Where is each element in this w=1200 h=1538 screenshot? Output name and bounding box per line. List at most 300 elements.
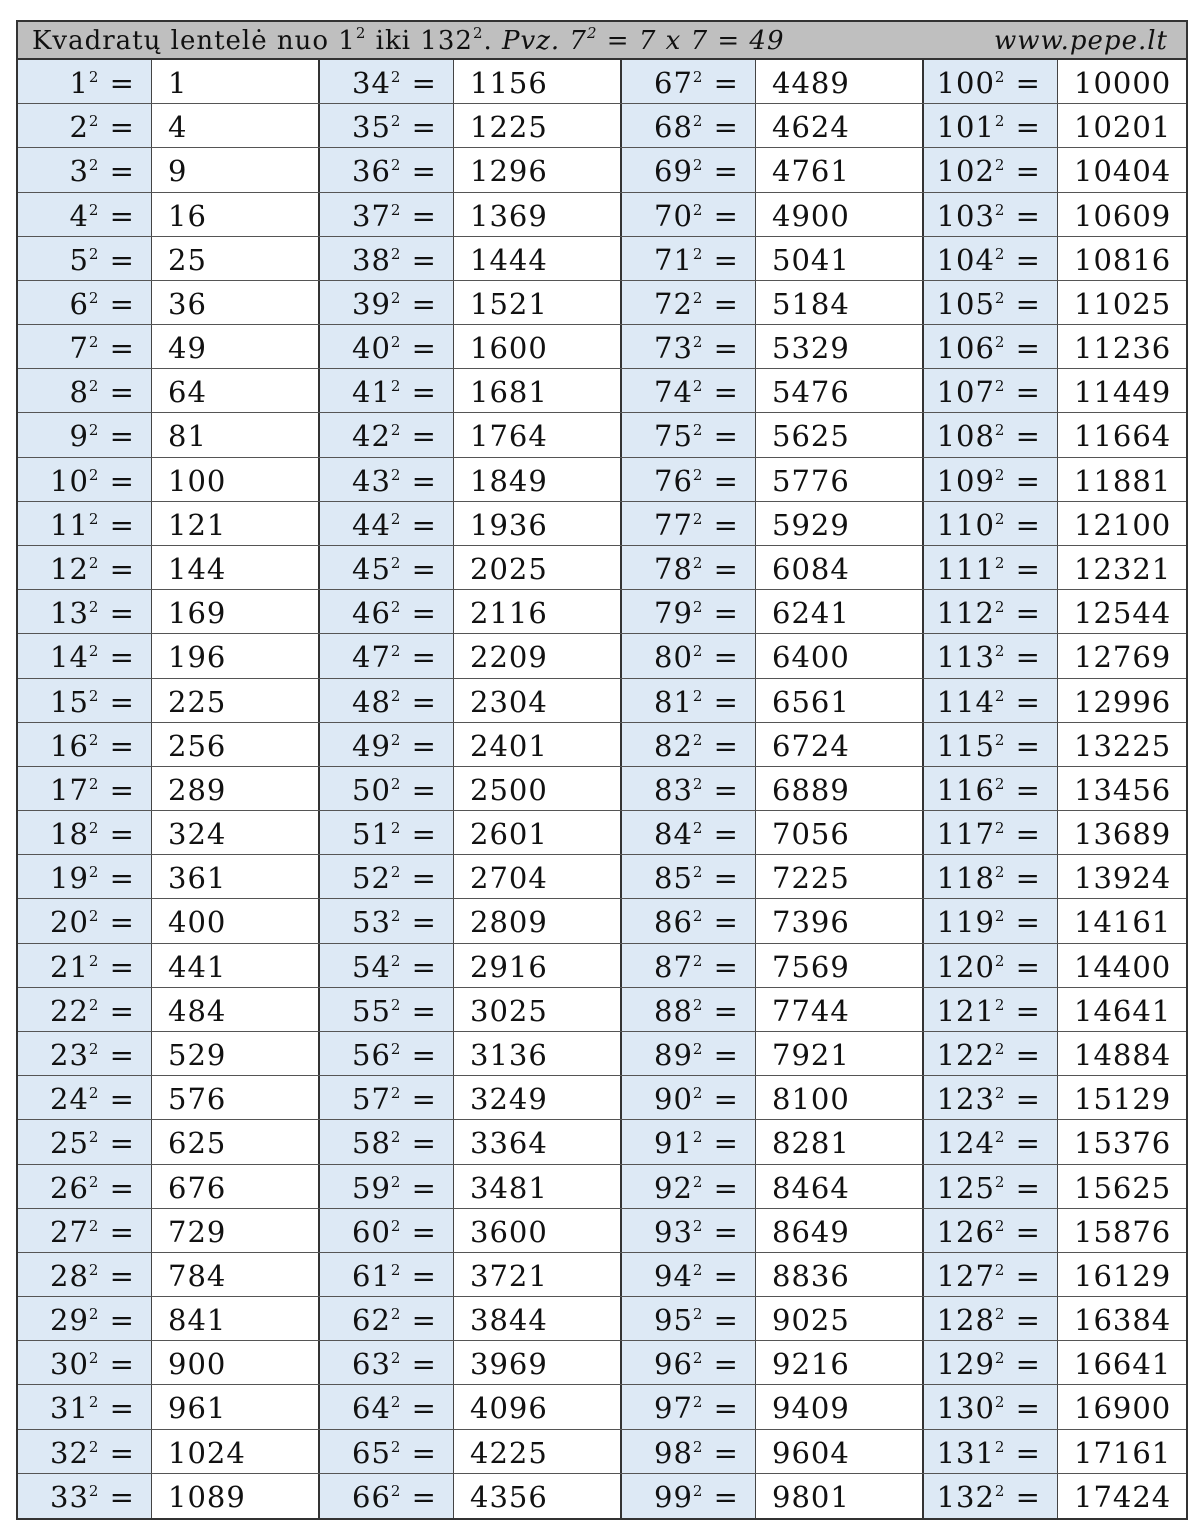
- table-row: [18, 1430, 1186, 1474]
- square-value: 12544: [1074, 596, 1172, 631]
- square-label: $15^2$ =: [18, 679, 152, 722]
- square-value: 9025: [756, 1297, 924, 1340]
- table-row: [18, 546, 1186, 590]
- square-value: 5476: [756, 369, 924, 412]
- square-value: 9: [152, 148, 320, 191]
- square-label: $41^2$ =: [320, 369, 454, 412]
- square-label: $85^2$ =: [622, 855, 756, 898]
- square-value: 10000: [1074, 66, 1172, 100]
- square-label: $97^2$ =: [622, 1385, 756, 1428]
- square-value: 256: [152, 723, 320, 766]
- square-label: $88^2$ =: [622, 988, 756, 1031]
- square-label: $131^2$ =: [924, 1430, 1058, 1473]
- table-row: [18, 855, 1186, 899]
- square-label: $64^2$ =: [320, 1385, 454, 1428]
- square-label: $28^2$ =: [18, 1253, 152, 1296]
- square-value: 11664: [1074, 419, 1172, 454]
- square-label: $23^2$ =: [18, 1032, 152, 1075]
- square-label: $12^2$ =: [18, 546, 152, 589]
- square-label: $69^2$ =: [622, 148, 756, 191]
- table-row: [18, 590, 1186, 634]
- square-label: $127^2$ =: [924, 1253, 1058, 1296]
- square-label: $55^2$ =: [320, 988, 454, 1031]
- squares-grid: [18, 60, 1186, 1518]
- square-value: 289: [152, 767, 320, 810]
- square-value: 7744: [756, 988, 924, 1031]
- square-label: $118^2$ =: [924, 855, 1058, 898]
- square-value: 784: [152, 1253, 320, 1296]
- square-label: $33^2$ =: [18, 1474, 152, 1518]
- square-value: 4225: [454, 1430, 622, 1473]
- square-value: 8281: [756, 1120, 924, 1163]
- square-value: 529: [152, 1032, 320, 1075]
- square-label: $53^2$ =: [320, 899, 454, 942]
- square-value: 6400: [756, 634, 924, 677]
- table-row: [18, 502, 1186, 546]
- square-value: 100: [152, 458, 320, 501]
- square-label: $100^2$ =: [924, 60, 1058, 103]
- table-row: [18, 1032, 1186, 1076]
- square-value: 900: [152, 1341, 320, 1384]
- square-label: $125^2$ =: [924, 1165, 1058, 1208]
- square-value: 3481: [454, 1165, 622, 1208]
- table-row: [18, 1297, 1186, 1341]
- square-value: 4096: [454, 1385, 622, 1428]
- square-value: 1600: [454, 325, 622, 368]
- square-value: 64: [152, 369, 320, 412]
- square-label: $78^2$ =: [622, 546, 756, 589]
- square-label: $112^2$ =: [924, 590, 1058, 633]
- square-value: 2116: [454, 590, 622, 633]
- square-value: 3721: [454, 1253, 622, 1296]
- square-value: 17424: [1074, 1479, 1172, 1514]
- square-label: $110^2$ =: [924, 502, 1058, 545]
- square-label: $74^2$ =: [622, 369, 756, 412]
- square-value: 16129: [1074, 1258, 1172, 1293]
- square-label: $95^2$ =: [622, 1297, 756, 1340]
- square-label: $16^2$ =: [18, 723, 152, 766]
- square-value: 196: [152, 634, 320, 677]
- square-label: $119^2$ =: [924, 899, 1058, 942]
- square-label: $94^2$ =: [622, 1253, 756, 1296]
- square-label: $77^2$ =: [622, 502, 756, 545]
- square-value: 2304: [454, 679, 622, 722]
- square-label: $31^2$ =: [18, 1385, 152, 1428]
- square-label: $46^2$ =: [320, 590, 454, 633]
- square-label: $93^2$ =: [622, 1209, 756, 1252]
- square-label: $48^2$ =: [320, 679, 454, 722]
- square-value: 169: [152, 590, 320, 633]
- square-label: $104^2$ =: [924, 237, 1058, 280]
- square-label: $130^2$ =: [924, 1385, 1058, 1428]
- square-label: $63^2$ =: [320, 1341, 454, 1384]
- square-label: $6^2$ =: [18, 281, 152, 324]
- square-value: 14884: [1074, 1038, 1172, 1072]
- square-value: 9409: [756, 1385, 924, 1428]
- square-label: $90^2$ =: [622, 1076, 756, 1119]
- square-label: $61^2$ =: [320, 1253, 454, 1296]
- square-label: $4^2$ =: [18, 193, 152, 236]
- square-value: 5929: [756, 502, 924, 545]
- square-value: 1296: [454, 148, 622, 191]
- square-value: 1024: [152, 1430, 320, 1473]
- square-label: $86^2$ =: [622, 899, 756, 942]
- square-value: 16641: [1074, 1347, 1172, 1382]
- square-label: $27^2$ =: [18, 1209, 152, 1252]
- square-value: 9801: [756, 1474, 924, 1518]
- square-value: 1: [152, 60, 320, 103]
- square-label: $60^2$ =: [320, 1209, 454, 1252]
- square-value: 676: [152, 1165, 320, 1208]
- square-value: 11025: [1074, 286, 1172, 321]
- square-value: 5625: [756, 413, 924, 456]
- square-label: $3^2$ =: [18, 148, 152, 191]
- square-label: $62^2$ =: [320, 1297, 454, 1340]
- square-label: $8^2$ =: [18, 369, 152, 412]
- square-value: 2500: [454, 767, 622, 810]
- square-value: 12321: [1074, 552, 1172, 586]
- square-value: 1444: [454, 237, 622, 280]
- square-value: 16900: [1074, 1391, 1172, 1426]
- square-value: 1849: [454, 458, 622, 501]
- square-label: $56^2$ =: [320, 1032, 454, 1075]
- square-label: $107^2$ =: [924, 369, 1058, 412]
- square-value: 625: [152, 1120, 320, 1163]
- square-label: $102^2$ =: [924, 148, 1058, 191]
- square-value: 2209: [454, 634, 622, 677]
- square-value: 4: [152, 104, 320, 147]
- square-value: 15625: [1074, 1170, 1172, 1205]
- square-label: $121^2$ =: [924, 988, 1058, 1031]
- squares-table-sheet: [16, 20, 1188, 1520]
- square-value: 400: [152, 899, 320, 942]
- square-label: $68^2$ =: [622, 104, 756, 147]
- table-row: [18, 458, 1186, 502]
- table-row: [18, 325, 1186, 369]
- square-label: $59^2$ =: [320, 1165, 454, 1208]
- square-value: 5776: [756, 458, 924, 501]
- square-value: 11449: [1074, 375, 1172, 410]
- square-label: $19^2$ =: [18, 855, 152, 898]
- square-value: 361: [152, 855, 320, 898]
- square-label: $98^2$ =: [622, 1430, 756, 1473]
- square-value: 4489: [756, 60, 924, 103]
- square-label: $83^2$ =: [622, 767, 756, 810]
- square-label: $10^2$ =: [18, 458, 152, 501]
- square-value: 7569: [756, 944, 924, 987]
- square-label: $73^2$ =: [622, 325, 756, 368]
- square-value: 13689: [1074, 817, 1172, 852]
- table-row: [18, 944, 1186, 988]
- square-label: $126^2$ =: [924, 1209, 1058, 1252]
- square-value: 2704: [454, 855, 622, 898]
- table-row: [18, 148, 1186, 192]
- square-value: 10609: [1074, 198, 1172, 233]
- table-row: [18, 281, 1186, 325]
- square-label: $14^2$ =: [18, 634, 152, 677]
- square-value: 6084: [756, 546, 924, 589]
- square-value: 5329: [756, 325, 924, 368]
- square-label: $84^2$ =: [622, 811, 756, 854]
- square-label: $66^2$ =: [320, 1474, 454, 1518]
- square-value: 16384: [1074, 1303, 1172, 1338]
- square-label: $49^2$ =: [320, 723, 454, 766]
- table-row: [18, 811, 1186, 855]
- square-value: 7056: [756, 811, 924, 854]
- square-label: $128^2$ =: [924, 1297, 1058, 1340]
- square-value: 9216: [756, 1341, 924, 1384]
- square-value: 961: [152, 1385, 320, 1428]
- square-value: 3025: [454, 988, 622, 1031]
- square-label: $87^2$ =: [622, 944, 756, 987]
- square-value: 3969: [454, 1341, 622, 1384]
- square-value: 1369: [454, 193, 622, 236]
- square-value: 12996: [1074, 684, 1172, 719]
- square-value: 7225: [756, 855, 924, 898]
- square-value: 2916: [454, 944, 622, 987]
- square-label: $2^2$ =: [18, 104, 152, 147]
- table-row: [18, 1120, 1186, 1164]
- square-value: 841: [152, 1297, 320, 1340]
- square-value: 15129: [1074, 1082, 1172, 1117]
- square-value: 5041: [756, 237, 924, 280]
- table-row: [18, 679, 1186, 723]
- square-label: $24^2$ =: [18, 1076, 152, 1119]
- square-value: 13924: [1074, 861, 1172, 896]
- square-label: $38^2$ =: [320, 237, 454, 280]
- table-row: [18, 369, 1186, 413]
- square-label: $20^2$ =: [18, 899, 152, 942]
- table-row: [18, 1385, 1186, 1429]
- example-formula: Pvz. $7^2 = 7$ x 7 = 49: [502, 24, 785, 56]
- table-row: [18, 193, 1186, 237]
- square-value: 11881: [1074, 463, 1172, 498]
- table-row: [18, 767, 1186, 811]
- square-value: 12769: [1074, 640, 1172, 675]
- square-value: 4900: [756, 193, 924, 236]
- square-value: 10404: [1074, 154, 1172, 189]
- square-label: $113^2$ =: [924, 634, 1058, 677]
- square-value: 6724: [756, 723, 924, 766]
- table-row: [18, 988, 1186, 1032]
- square-value: 49: [152, 325, 320, 368]
- square-value: 11236: [1074, 331, 1172, 366]
- square-value: 4624: [756, 104, 924, 147]
- square-value: 1156: [454, 60, 622, 103]
- square-value: 4761: [756, 148, 924, 191]
- square-value: 3249: [454, 1076, 622, 1119]
- square-value: 1521: [454, 281, 622, 324]
- square-value: 13456: [1074, 772, 1172, 807]
- square-label: $11^2$ =: [18, 502, 152, 545]
- square-value: 6889: [756, 767, 924, 810]
- table-row: [18, 1165, 1186, 1209]
- square-value: 121: [152, 502, 320, 545]
- square-value: 144: [152, 546, 320, 589]
- square-label: $42^2$ =: [320, 413, 454, 456]
- square-label: $71^2$ =: [622, 237, 756, 280]
- square-value: 1764: [454, 413, 622, 456]
- square-label: $106^2$ =: [924, 325, 1058, 368]
- square-value: 14400: [1074, 949, 1172, 984]
- table-row: [18, 413, 1186, 457]
- square-label: $47^2$ =: [320, 634, 454, 677]
- square-label: $65^2$ =: [320, 1430, 454, 1473]
- square-label: $129^2$ =: [924, 1341, 1058, 1384]
- square-label: $18^2$ =: [18, 811, 152, 854]
- square-value: 8464: [756, 1165, 924, 1208]
- table-row: [18, 60, 1186, 104]
- square-label: $116^2$ =: [924, 767, 1058, 810]
- square-label: $114^2$ =: [924, 679, 1058, 722]
- square-label: $123^2$ =: [924, 1076, 1058, 1119]
- square-label: $76^2$ =: [622, 458, 756, 501]
- square-value: 7396: [756, 899, 924, 942]
- square-value: 6561: [756, 679, 924, 722]
- square-label: $50^2$ =: [320, 767, 454, 810]
- square-label: $132^2$ =: [924, 1474, 1058, 1518]
- square-label: $99^2$ =: [622, 1474, 756, 1518]
- table-row: [18, 1076, 1186, 1120]
- table-title: Kvadratų lentelė nuo $1^2$ iki $132^2$. Pvz. $7^2 = 7$ x 7 = 49: [32, 24, 785, 56]
- square-value: 4356: [454, 1474, 622, 1518]
- square-value: 3844: [454, 1297, 622, 1340]
- square-value: 14161: [1074, 905, 1172, 940]
- square-value: 484: [152, 988, 320, 1031]
- square-value: 3600: [454, 1209, 622, 1252]
- square-value: 15376: [1074, 1126, 1172, 1161]
- table-row: [18, 723, 1186, 767]
- square-label: $109^2$ =: [924, 458, 1058, 501]
- square-label: $58^2$ =: [320, 1120, 454, 1163]
- table-row: [18, 1253, 1186, 1297]
- square-label: $70^2$ =: [622, 193, 756, 236]
- square-value: 81: [152, 413, 320, 456]
- square-value: 10816: [1074, 242, 1172, 277]
- table-header: [18, 22, 1186, 60]
- square-label: $124^2$ =: [924, 1120, 1058, 1163]
- square-label: $72^2$ =: [622, 281, 756, 324]
- square-label: $35^2$ =: [320, 104, 454, 147]
- square-value: 1225: [454, 104, 622, 147]
- square-label: $89^2$ =: [622, 1032, 756, 1075]
- table-row: [18, 104, 1186, 148]
- square-label: $34^2$ =: [320, 60, 454, 103]
- square-label: $108^2$ =: [924, 413, 1058, 456]
- table-row: [18, 237, 1186, 281]
- square-label: $39^2$ =: [320, 281, 454, 324]
- square-label: $111^2$ =: [924, 546, 1058, 589]
- square-label: $44^2$ =: [320, 502, 454, 545]
- square-value: 17161: [1074, 1435, 1172, 1470]
- square-value: 5184: [756, 281, 924, 324]
- square-value: 9604: [756, 1430, 924, 1473]
- square-value: 6241: [756, 590, 924, 633]
- square-label: $45^2$ =: [320, 546, 454, 589]
- square-value: 2601: [454, 811, 622, 854]
- square-label: $51^2$ =: [320, 811, 454, 854]
- square-label: $5^2$ =: [18, 237, 152, 280]
- square-value: 3136: [454, 1032, 622, 1075]
- square-label: $13^2$ =: [18, 590, 152, 633]
- square-label: $57^2$ =: [320, 1076, 454, 1119]
- square-value: 36: [152, 281, 320, 324]
- table-row: [18, 634, 1186, 678]
- square-label: $43^2$ =: [320, 458, 454, 501]
- square-value: 10201: [1074, 110, 1172, 145]
- square-label: $37^2$ =: [320, 193, 454, 236]
- square-label: $17^2$ =: [18, 767, 152, 810]
- square-label: $54^2$ =: [320, 944, 454, 987]
- square-value: 1936: [454, 502, 622, 545]
- square-label: $21^2$ =: [18, 944, 152, 987]
- table-row: [18, 1474, 1186, 1518]
- square-label: $67^2$ =: [622, 60, 756, 103]
- square-label: $79^2$ =: [622, 590, 756, 633]
- square-value: 576: [152, 1076, 320, 1119]
- square-label: $75^2$ =: [622, 413, 756, 456]
- square-label: $36^2$ =: [320, 148, 454, 191]
- square-value: 324: [152, 811, 320, 854]
- square-value: 2401: [454, 723, 622, 766]
- square-value: 2809: [454, 899, 622, 942]
- square-value: 3364: [454, 1120, 622, 1163]
- square-label: $29^2$ =: [18, 1297, 152, 1340]
- square-label: $105^2$ =: [924, 281, 1058, 324]
- square-value: 16: [152, 193, 320, 236]
- table-row: [18, 1341, 1186, 1385]
- square-value: 7921: [756, 1032, 924, 1075]
- square-label: $122^2$ =: [924, 1032, 1058, 1075]
- table-row: [18, 1209, 1186, 1253]
- square-value: 12100: [1074, 507, 1172, 542]
- square-label: $1^2$ =: [18, 60, 152, 103]
- square-label: $91^2$ =: [622, 1120, 756, 1163]
- square-label: $22^2$ =: [18, 988, 152, 1031]
- site-url[interactable]: www.pepe.lt: [993, 26, 1168, 56]
- table-row: [18, 899, 1186, 943]
- square-label: $9^2$ =: [18, 413, 152, 456]
- square-label: $30^2$ =: [18, 1341, 152, 1384]
- square-label: $103^2$ =: [924, 193, 1058, 236]
- square-value: 15876: [1074, 1214, 1172, 1249]
- square-label: $115^2$ =: [924, 723, 1058, 766]
- square-value: 25: [152, 237, 320, 280]
- square-label: $96^2$ =: [622, 1341, 756, 1384]
- square-label: $32^2$ =: [18, 1430, 152, 1473]
- square-label: $80^2$ =: [622, 634, 756, 677]
- square-value: 13225: [1074, 728, 1172, 763]
- square-label: $40^2$ =: [320, 325, 454, 368]
- square-label: $7^2$ =: [18, 325, 152, 368]
- square-value: 1089: [152, 1474, 320, 1518]
- square-label: $101^2$ =: [924, 104, 1058, 147]
- square-label: $120^2$ =: [924, 944, 1058, 987]
- square-value: 729: [152, 1209, 320, 1252]
- square-label: $117^2$ =: [924, 811, 1058, 854]
- square-value: 8836: [756, 1253, 924, 1296]
- square-label: $25^2$ =: [18, 1120, 152, 1163]
- square-value: 2025: [454, 546, 622, 589]
- square-value: 8100: [756, 1076, 924, 1119]
- square-value: 1681: [454, 369, 622, 412]
- square-label: $82^2$ =: [622, 723, 756, 766]
- square-value: 441: [152, 944, 320, 987]
- square-value: 225: [152, 679, 320, 722]
- square-label: $26^2$ =: [18, 1165, 152, 1208]
- square-label: $81^2$ =: [622, 679, 756, 722]
- square-label: $52^2$ =: [320, 855, 454, 898]
